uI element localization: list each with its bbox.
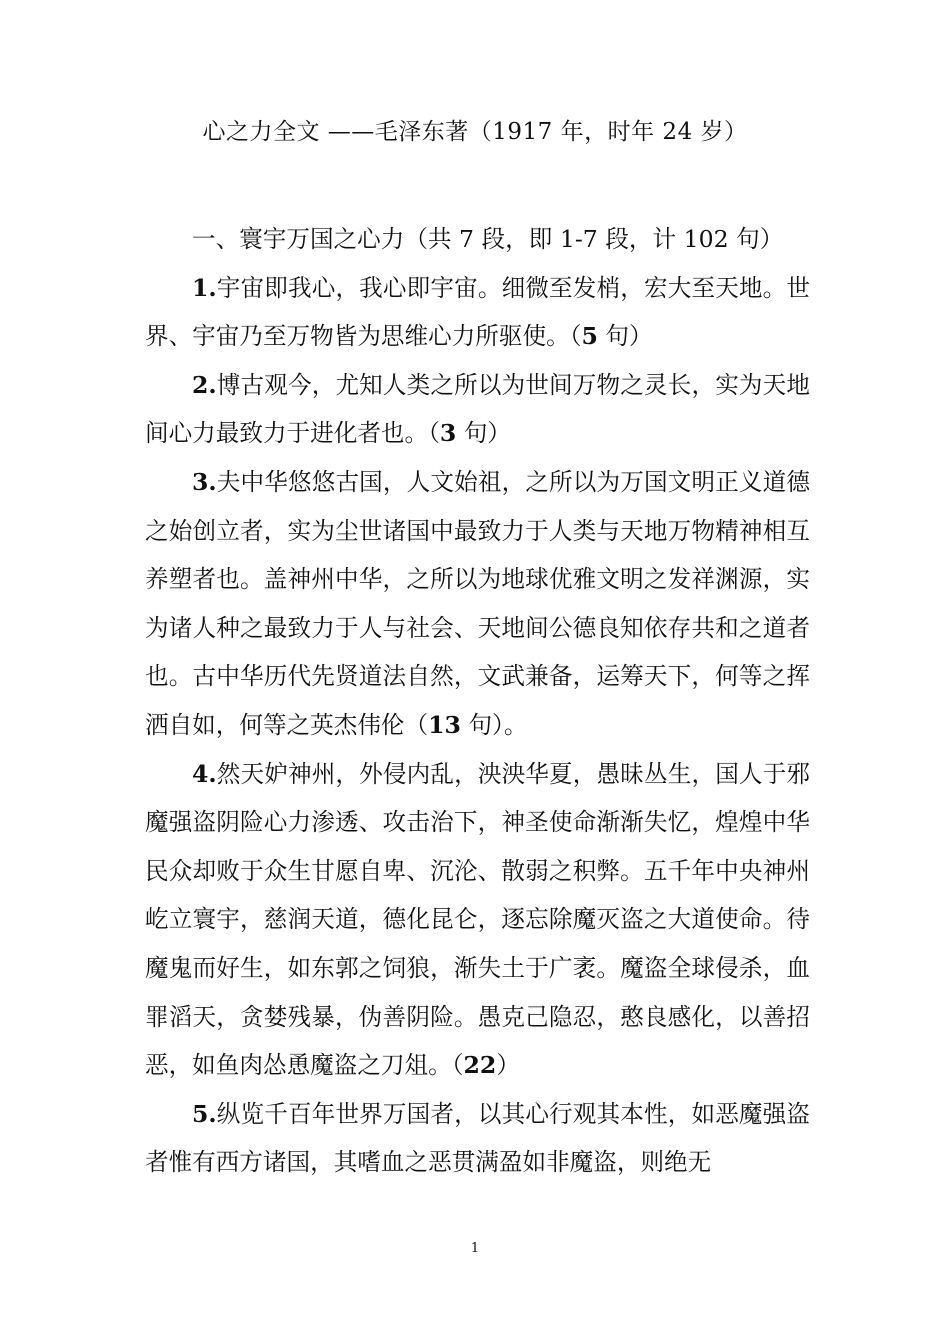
paragraph-4: [145, 750, 810, 1090]
paragraph-tail: 句）: [597, 322, 653, 351]
paragraph-text: 宇宙即我心，我心即宇宙。细微至发梢，宏大至天地。世界、宇宙乃至万物皆为思维心力所驱使。（: [145, 273, 810, 351]
paragraph-1: [145, 264, 810, 361]
paragraph-tail: ）: [496, 1051, 520, 1080]
section-heading: 一、寰宇万国之心力（共 7 段，即 1-7 段，计 102 句）: [192, 225, 784, 253]
document-title: 心之力全文 ——毛泽东著（1917 年，时年 24 岁）: [202, 119, 748, 145]
page-number: 1: [470, 1241, 480, 1256]
sentence-count: 5: [581, 322, 598, 351]
sentence-count: 3: [439, 419, 457, 448]
paragraph-3: [145, 458, 810, 750]
paragraph-tail: 句）。: [460, 710, 528, 739]
sentence-count: 22: [463, 1051, 497, 1080]
paragraph-number: 4.: [192, 759, 217, 788]
sentence-count: 13: [428, 710, 461, 739]
paragraph-text: 然天妒神州，外侵内乱，泱泱华夏，愚昧丛生，国人于邪魔强盗阴险心力渗透、攻击治下，神圣使命渐渐失忆，煌煌中华民众却败于众生甘愿自卑、沉沦、散弱之积弊。五千年中央神州屹立寰宇，慈润天道，德化昆仑，逐忘除魔灭盗之大道使命。待魔鬼而好生，如东郭之饲狼，渐失土于广袤。魔盗全球侵杀，血罪滔天，贪婪残暴，伪善阴险。愚克己隐忍，憨良感化，以善招恶，如鱼肉怂恿魔盗之刀俎。（: [145, 759, 810, 1080]
paragraph-text: 纵览千百年世界万国者，以其心行观其本性，如恶魔强盗者惟有西方诸国，其嗜血之恶贯满盈如非魔盗，则绝无: [145, 1099, 810, 1177]
document-body: [145, 215, 810, 1187]
paragraph-tail: 句）: [456, 419, 512, 448]
paragraph-number: 1.: [192, 273, 217, 302]
paragraph-number: 2.: [192, 370, 217, 399]
paragraph-number: 5.: [192, 1099, 217, 1128]
paragraph-5: [145, 1090, 810, 1187]
paragraph-number: 3.: [192, 467, 217, 496]
paragraph-text: 博古观今，尤知人类之所以为世间万物之灵长，实为天地间心力最致力于进化者也。（: [145, 370, 810, 448]
paragraph-2: [145, 361, 810, 458]
paragraph-text: 夫中华悠悠古国，人文始祖，之所以为万国文明正义道德之始创立者，实为尘世诸国中最致力于人类与天地万物精神相互养塑者也。盖神州中华，之所以为地球优雅文明之发祥渊源，实为诸人种之最致力于人与社会、天地间公德良知依存共和之道者也。古中华历代先贤道法自然，文武兼备，运筹天下，何等之挥洒自如，何等之英杰伟伦（: [145, 467, 810, 739]
